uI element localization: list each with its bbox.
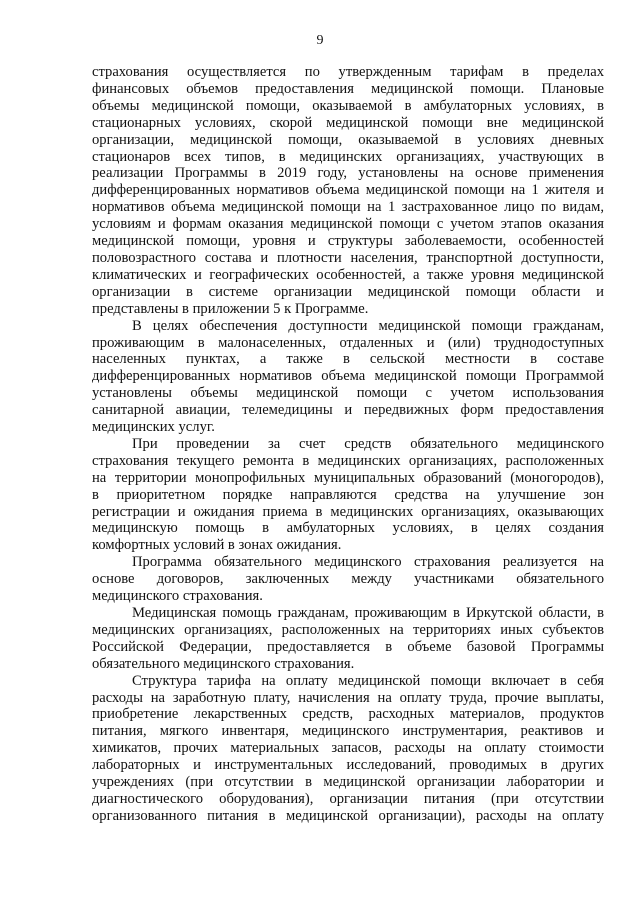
- text-line: страхования текущего ремонта в медицинских организациях, расположенных: [92, 452, 604, 469]
- text-line: дифференцированных нормативов объема медицинской помощи на 1 жителя и: [92, 182, 604, 199]
- text-line: комфортных условий в зонах ожидания.: [92, 537, 342, 554]
- text-line: обязательного медицинского страхования.: [92, 655, 355, 672]
- text-line: на территории монопрофильных муниципальных образований (моногородов),: [92, 469, 604, 486]
- text-line: Структура тарифа на оплату медицинской помощи включает в себя: [132, 672, 604, 689]
- text-line: условиям и формам оказания медицинской помощи с учетом этапов оказания: [92, 216, 604, 233]
- paragraph: [92, 554, 604, 605]
- text-line: климатических и географических особенностей, а также уровня медицинской: [92, 266, 604, 283]
- text-line: медицинских услуг.: [92, 419, 215, 436]
- text-line: Программа обязательного медицинского страхования реализуется на: [132, 554, 604, 571]
- text-line: основе договоров, заключенных между участниками обязательного: [92, 571, 604, 588]
- text-line: реализации Программы в 2019 году, установлены на основе применения: [92, 165, 604, 182]
- text-line: страхования осуществляется по утвержденным тарифам в пределах: [92, 64, 604, 80]
- text-line: организации в системе организации медицинской помощи области и: [92, 283, 604, 300]
- text-line: диагностического оборудования), организации питания (при отсутствии: [92, 790, 604, 807]
- text-line: медицинской помощи, уровня и структуры заболеваемости, особенностей: [92, 233, 604, 250]
- text-line: проживающим в малонаселенных, отдаленных и (или) труднодоступных: [92, 334, 604, 351]
- text-line: химикатов, прочих материальных запасов, расходы на оплату стоимости: [92, 740, 604, 757]
- text-line: Медицинская помощь гражданам, проживающим в Иркутской области, в: [132, 605, 604, 621]
- text-line: расходы на заработную плату, начисления на оплату труда, прочие выплаты,: [92, 689, 604, 706]
- text-line: финансовых объемов предоставления медицинской помощи. Плановые: [92, 80, 604, 97]
- text-line: приобретение лекарственных средств, расходных материалов, продуктов: [92, 706, 604, 723]
- text-line: в приоритетном порядке направляются средства на улучшение зон: [92, 486, 604, 503]
- paragraph: [92, 436, 604, 554]
- page-number: 9: [316, 33, 324, 48]
- text-line: санитарной авиации, телемедицины и передвижных форм предоставления: [92, 402, 604, 419]
- text-line: стационарных условиях, скорой медицинской помощи вне медицинской: [92, 114, 604, 131]
- text-line: организации, медицинской помощи, оказываемой в условиях дневных: [92, 131, 604, 148]
- text-line: медицинского страхования.: [92, 588, 263, 605]
- paragraph: [92, 605, 604, 673]
- text-line: медицинскую помощь в амбулаторных условиях, в целях создания: [92, 520, 604, 537]
- text-line: стационаров всех типов, в медицинских организациях, участвующих в: [92, 148, 604, 165]
- text-line: населенных пунктах, а также в сельской местности в составе: [92, 351, 604, 368]
- text-line: медицинских организациях, расположенных на территориях иных субъектов: [92, 621, 604, 638]
- text-line: Российской Федерации, предоставляется в объеме базовой Программы: [92, 638, 604, 655]
- text-line: дифференцированных нормативов объема медицинской помощи Программой: [92, 368, 604, 385]
- text-line: установлены объемы медицинской помощи с учетом использования: [92, 385, 604, 402]
- text-line: объемы медицинской помощи, оказываемой в амбулаторных условиях, в: [92, 97, 604, 114]
- text-line: регистрации и ожидания приема в медицинских организациях, оказывающих: [92, 503, 604, 520]
- text-line: половозрастного состава и плотности населения, транспортной доступности,: [92, 249, 604, 266]
- text-line: представлены в приложении 5 к Программе.: [92, 300, 369, 317]
- text-line: лабораторных и инструментальных исследований, проводимых в других: [92, 757, 604, 774]
- text-line: учреждениях (при отсутствии в медицинской организации лаборатории и: [92, 774, 604, 791]
- text-line: В целях обеспечения доступности медицинской помощи гражданам,: [132, 317, 604, 334]
- text-line: При проведении за счет средств обязательного медицинского: [132, 435, 604, 452]
- text-line: нормативов объема медицинской помощи на 1 застрахованное лицо по видам,: [92, 199, 604, 216]
- text-line: организованного питания в медицинской организации), расходы на оплату: [92, 807, 604, 824]
- paragraph: [92, 64, 604, 318]
- document-body: [92, 64, 604, 825]
- paragraph: [92, 318, 604, 436]
- text-line: питания, мягкого инвентаря, медицинского инструментария, реактивов и: [92, 723, 604, 740]
- paragraph: [92, 673, 604, 825]
